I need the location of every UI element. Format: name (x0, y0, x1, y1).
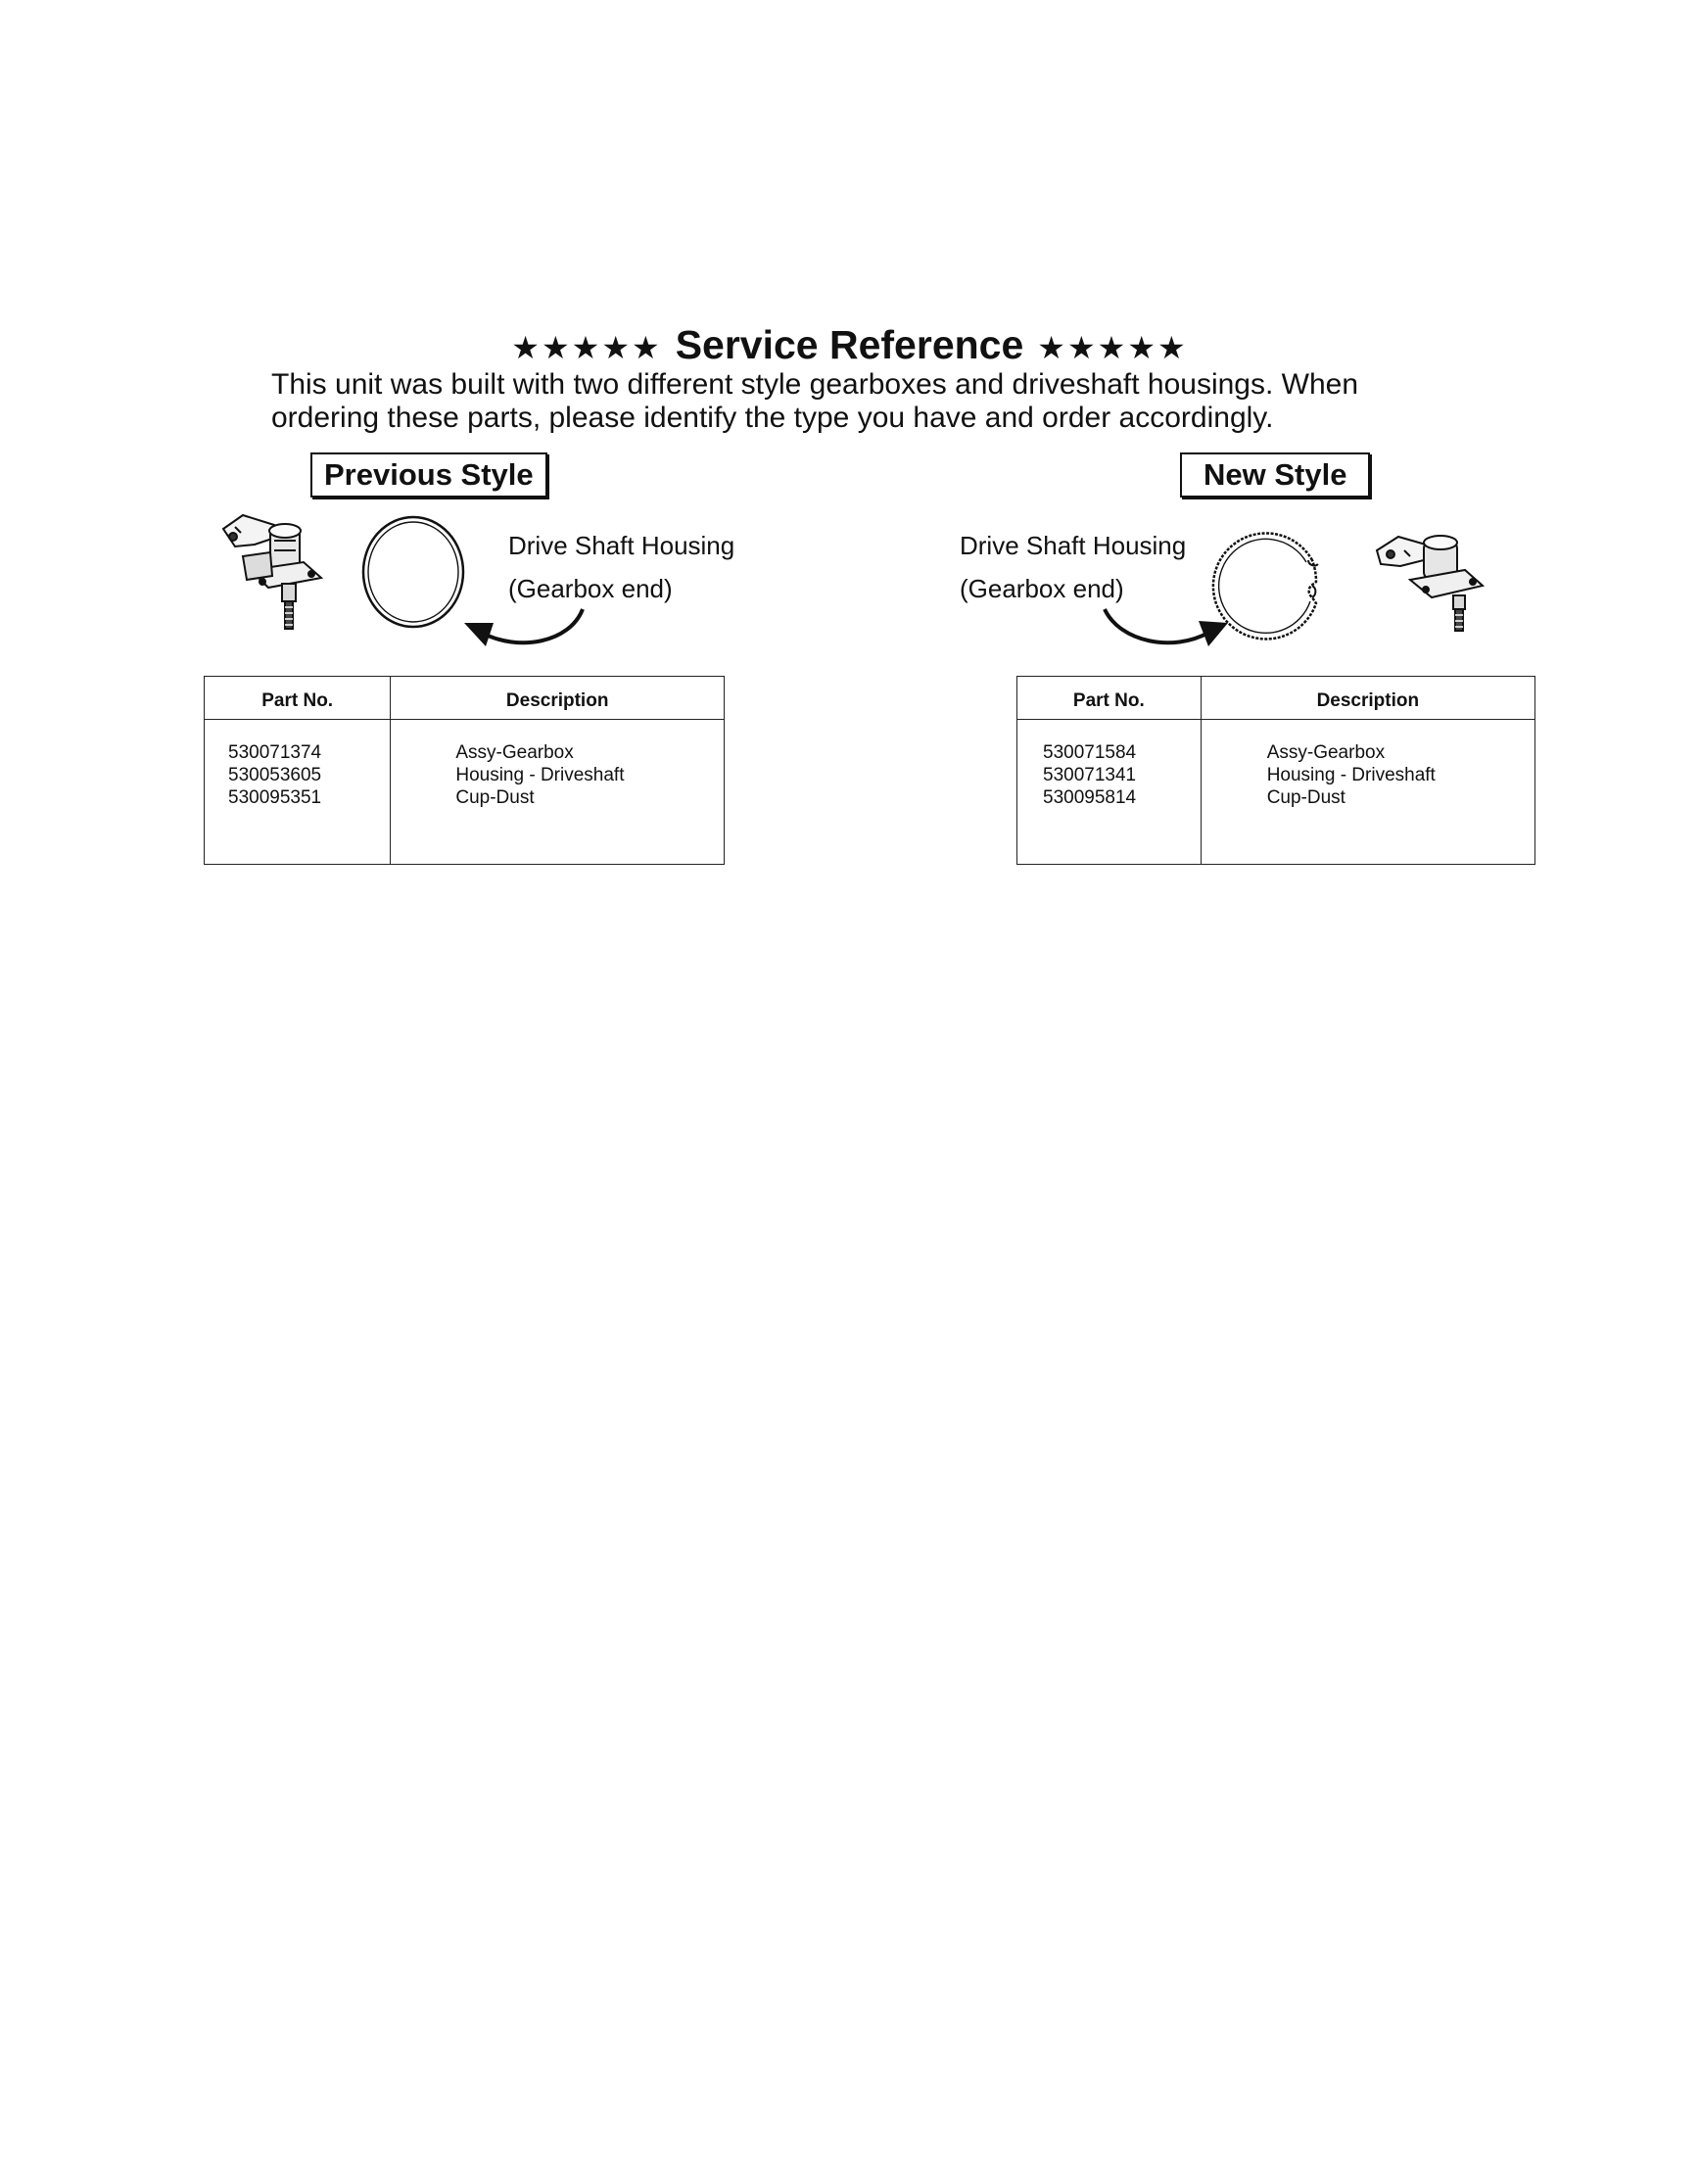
part-number: 530071341 (1043, 765, 1137, 785)
new-callout-line-2: (Gearbox end) (960, 574, 1124, 603)
part-number-cell (1017, 720, 1202, 865)
table-header-row (1017, 677, 1535, 720)
part-number: 530095351 (228, 787, 322, 808)
description-cell (1201, 720, 1534, 865)
page-title (0, 321, 1699, 371)
intro-line-1: This unit was built with two different style gearboxes and driveshaft housings. When (271, 368, 1359, 401)
previous-style-label: Previous Style (310, 452, 547, 498)
intro-paragraph (271, 368, 1495, 435)
part-description: Assy-Gearbox (1266, 742, 1386, 763)
part-number: 530053605 (228, 765, 322, 785)
new-housing-notched-icon (1214, 527, 1332, 639)
table-row (1017, 720, 1535, 865)
part-number: 530071374 (228, 742, 322, 763)
part-no-header: Part No. (1017, 677, 1202, 720)
new-style-label: New Style (1180, 452, 1370, 498)
part-description: Cup-Dust (455, 787, 535, 808)
previous-parts-table (204, 676, 725, 865)
description-header: Description (1201, 677, 1534, 720)
table-header-row (205, 677, 725, 720)
previous-arrow-icon (460, 605, 597, 656)
new-arrow-icon (1095, 605, 1232, 656)
stars-right-icon: ★★★★★ (1037, 330, 1188, 365)
new-parts-table (1016, 676, 1535, 865)
previous-housing-circle-icon (360, 514, 466, 630)
previous-gearbox-icon (213, 507, 331, 637)
part-no-header: Part No. (205, 677, 391, 720)
description-header: Description (391, 677, 725, 720)
part-description: Cup-Dust (1266, 787, 1345, 808)
table-row (205, 720, 725, 865)
part-description: Housing - Driveshaft (455, 765, 625, 785)
previous-callout-line-1: Drive Shaft Housing (508, 531, 735, 560)
intro-line-2: ordering these parts, please identify the type you have and order accordingly. (271, 402, 1274, 434)
title-text: Service Reference (675, 322, 1024, 367)
new-callout-line-1: Drive Shaft Housing (960, 531, 1187, 560)
part-number: 530071584 (1043, 742, 1137, 763)
part-number-cell (205, 720, 391, 865)
part-number: 530095814 (1043, 787, 1137, 808)
stars-left-icon: ★★★★★ (511, 330, 662, 365)
description-cell (391, 720, 725, 865)
previous-callout-line-2: (Gearbox end) (508, 574, 673, 603)
part-description: Housing - Driveshaft (1266, 765, 1436, 785)
new-gearbox-icon (1371, 527, 1488, 637)
previous-callout (508, 531, 734, 603)
new-callout (960, 531, 1186, 603)
part-description: Assy-Gearbox (455, 742, 574, 763)
